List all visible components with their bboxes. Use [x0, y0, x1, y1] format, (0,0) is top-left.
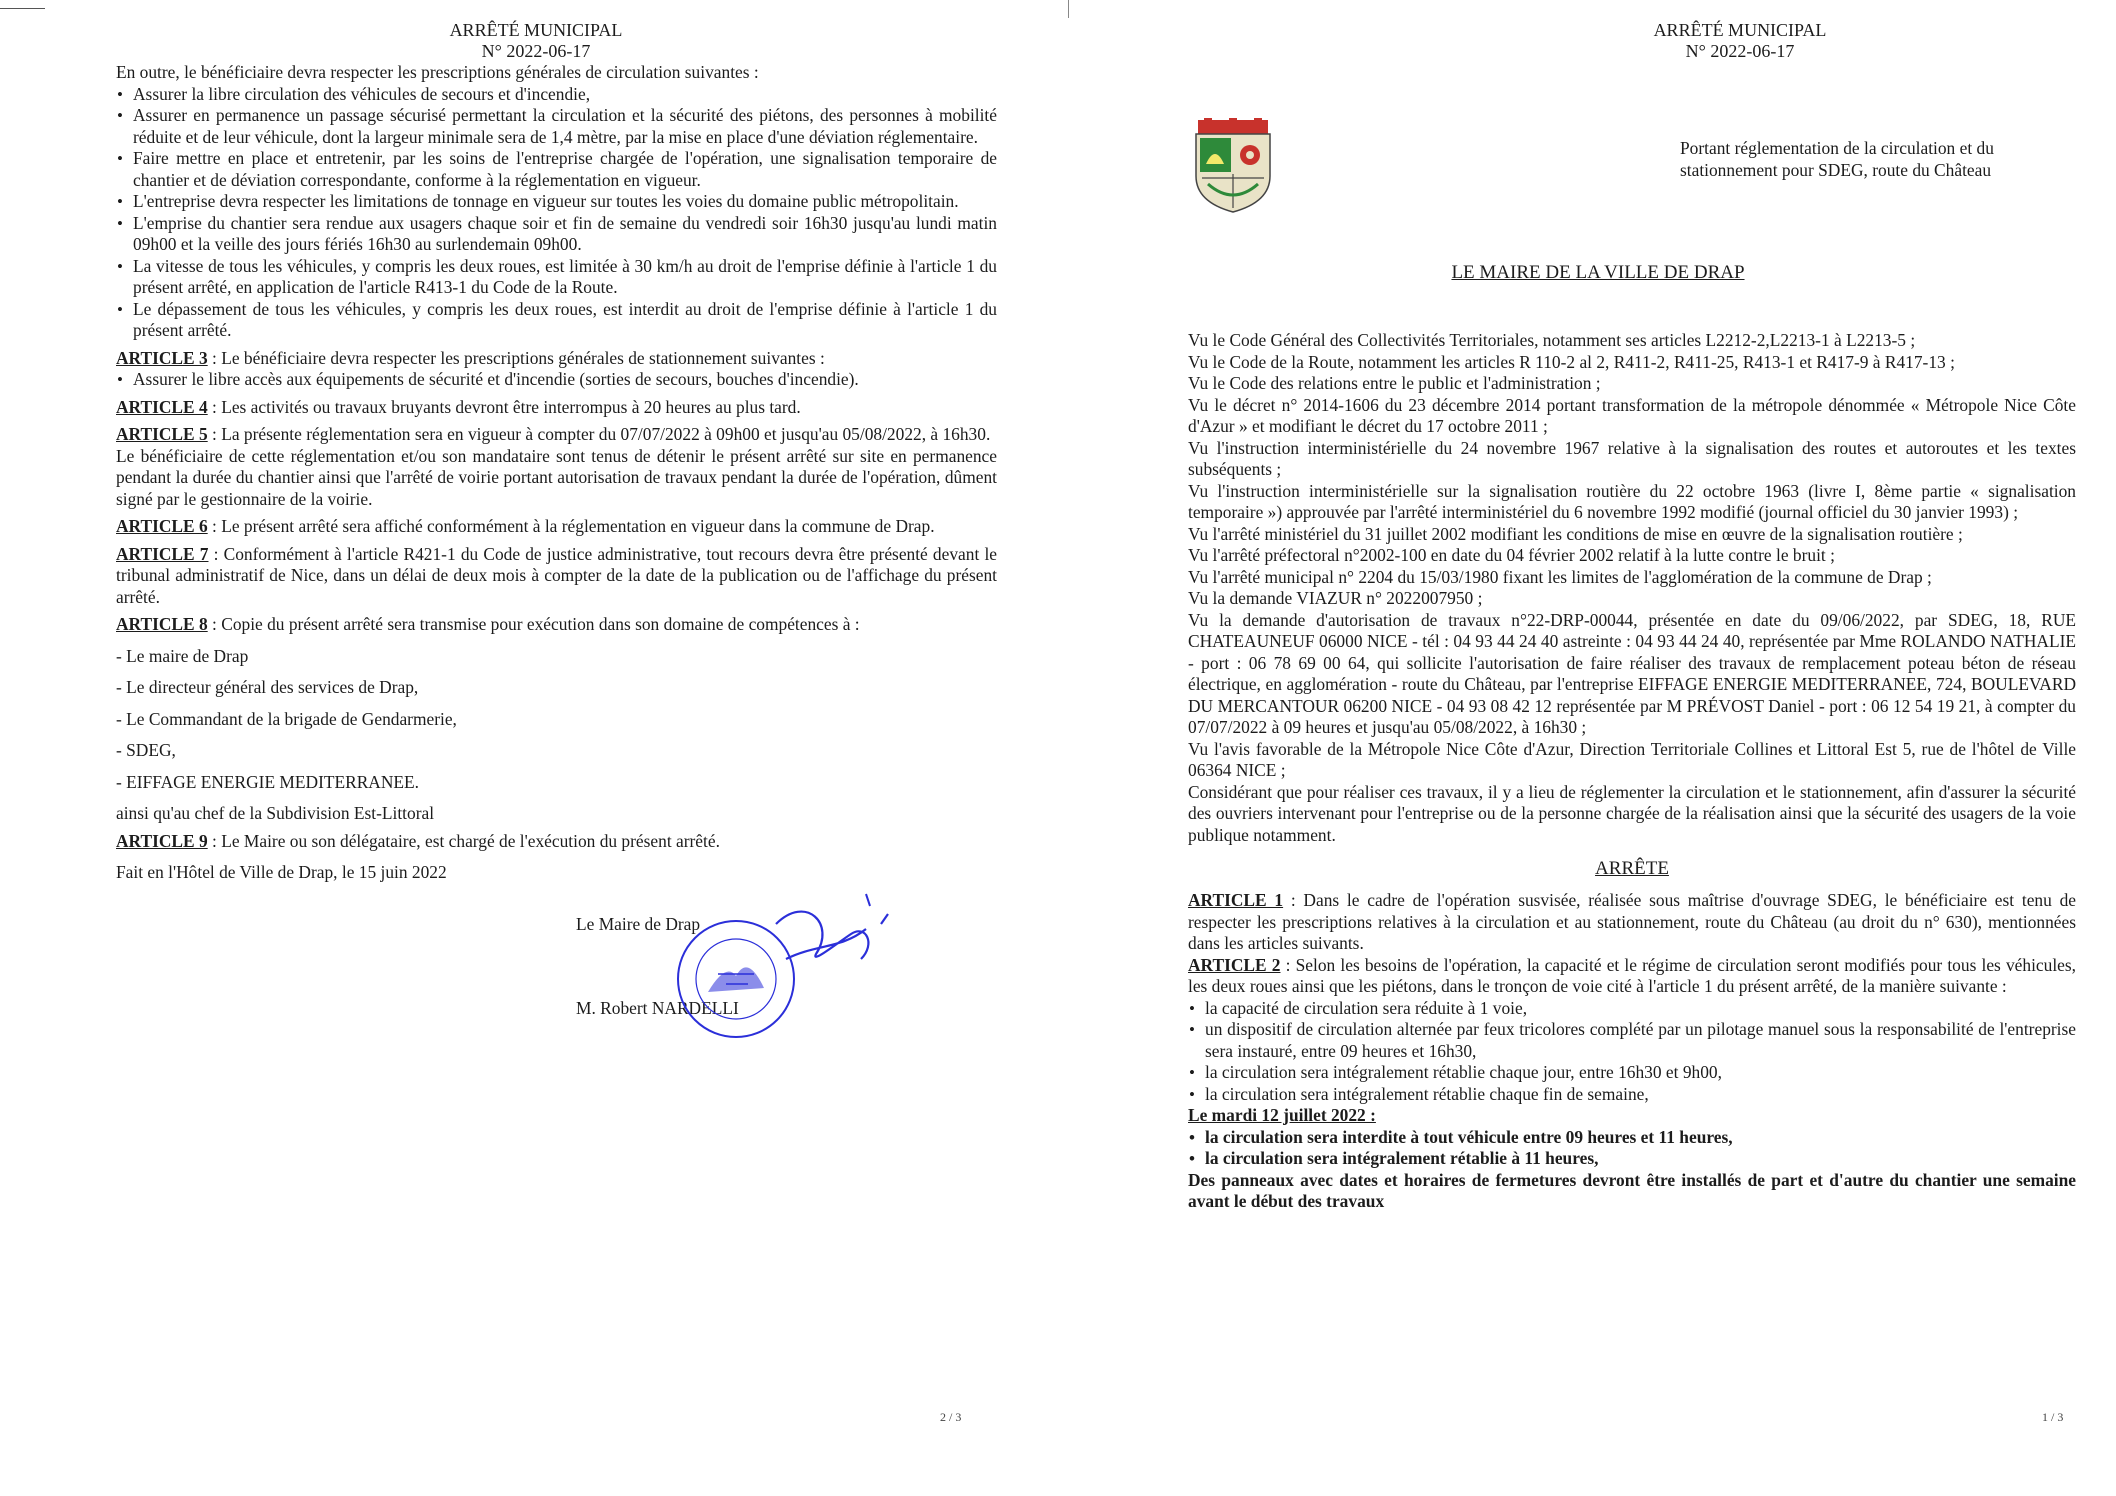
- visa-item: Vu le Code des relations entre le public et l'administration ;: [1188, 373, 1601, 393]
- article-1: [1188, 890, 2076, 955]
- recipient-extra: ainsi qu'au chef de la Subdivision Est-Littoral: [116, 803, 435, 823]
- article-1-label: ARTICLE 1: [1188, 890, 1284, 910]
- closure-date-heading: Le mardi 12 juillet 2022 :: [1188, 1105, 1376, 1125]
- list-item: • la circulation sera interdite à tout véhicule entre 09 heures et 11 heures,: [1205, 1127, 2076, 1149]
- arrete-heading: ARRÊTE: [1595, 858, 1669, 879]
- list-item: • la circulation sera intégralement rétablie chaque jour, entre 16h30 et 9h00,: [1205, 1062, 2076, 1084]
- signage-notice: Des panneaux avec dates et horaires de fermetures devront être installés de part et d'autre du chantier une semaine avant le début des travaux: [1188, 1169, 2076, 1211]
- article-6-label: ARTICLE 6: [116, 516, 208, 536]
- legal-basis-section: [1188, 330, 2076, 1213]
- article-3-text: : Le bénéficiaire devra respecter les prescriptions générales de stationnement suivantes :: [207, 347, 825, 368]
- page2-header-title: ARRÊTÉ MUNICIPAL: [449, 20, 623, 40]
- visa-item: Vu le Code Général des Collectivités Territoriales, notamment ses articles L2212-2,L2213-1 à L2213-5 ;: [1188, 330, 1916, 350]
- article-4-label: ARTICLE 4: [116, 396, 208, 417]
- page-number: 2 / 3: [940, 1410, 962, 1424]
- article-3-label: ARTICLE 3: [116, 347, 208, 368]
- recipient-item: - Le directeur général des services de Drap,: [116, 677, 419, 697]
- article-2-text: : Selon les besoins de l'opération, la capacité et le régime de circulation seront modifiés pour tous les véhicules, les deux roues ainsi que les piétons, dans le tronçon de voie cité à l'article 1 du présent arrêté, de la manière suivante :: [1188, 954, 2076, 996]
- done-at-line: Fait en l'Hôtel de Ville de Drap, le 15 juin 2022: [116, 862, 447, 882]
- list-item: • Le dépassement de tous les véhicules, y compris les deux roues, est interdit au droit de l'emprise définie à l'article 1 du présent arrêté.: [133, 299, 997, 342]
- visa-item: Vu l'avis favorable de la Métropole Nice Côte d'Azur, Direction Territoriale Collines et Littoral Est 5, rue de l'hôtel de Ville 06364 NICE ;: [1188, 738, 2076, 780]
- page1-header-number: N° 2022-06-17: [1685, 41, 1795, 61]
- circulation-intro: En outre, le bénéficiaire devra respecter les prescriptions générales de circulation suivantes :: [116, 62, 759, 82]
- article-8: [116, 614, 997, 636]
- document-page-1: [1080, 0, 2116, 1496]
- page2-header: [416, 20, 656, 62]
- recipient-item: - SDEG,: [116, 740, 176, 760]
- article-9-label: ARTICLE 9: [116, 830, 208, 851]
- list-item: • la circulation sera intégralement rétablie à 11 heures,: [1205, 1148, 2076, 1170]
- article-7: [116, 544, 997, 609]
- article-9: [116, 831, 997, 853]
- article-9-text: : Le Maire ou son délégataire, est chargé de l'exécution du présent arrêté.: [207, 830, 720, 851]
- visa-item: Vu la demande d'autorisation de travaux n°22-DRP-00044, présentée en date du 09/06/2022, par SDEG, 18, RUE CHATEAUNEUF 06000 NICE - tél : 04 93 44 24 40 astreinte : 04 93 44 24 40, représentée par Mme ROLANDO NATHALIE - port : 06 78 69 00 64, qui sollicite l'autorisation de faire réaliser des travaux de remplacement poteau béton de réseau électrique, en agglomération - route du Château, par l'entreprise EIFFAGE ENERGIE MEDITERRANEE, 724, BOULEVARD DU MERCANTOUR 06200 NICE - 04 93 08 42 12 représentée par M PRÉVOST Daniel - port : 06 12 54 19 21, à compter du 07/07/2022 à 09 heures et jusqu'au 05/08/2022, à 16h30 ;: [1188, 609, 2076, 737]
- article-4-text: : Les activités ou travaux bruyants devront être interrompus à 20 heures au plus tard.: [207, 396, 801, 417]
- signature-block: [116, 884, 997, 1074]
- article-3: [116, 348, 997, 370]
- list-item: • la circulation sera intégralement rétablie chaque fin de semaine,: [1205, 1084, 2076, 1106]
- list-item: • la capacité de circulation sera réduite à 1 voie,: [1205, 998, 2076, 1020]
- closure-list: [1188, 1127, 2076, 1170]
- article-5: [116, 424, 997, 446]
- visa-item: Vu le décret n° 2014-1606 du 23 décembre 2014 portant transformation de la métropole dénommée « Métropole Nice Côte d'Azur » et modifiant le décret du 17 octobre 2011 ;: [1188, 394, 2076, 436]
- article-7-text: : Conformément à l'article R421-1 du Code de justice administrative, tout recours devra être présenté devant le tribunal administratif de Nice, dans un délai de deux mois à compter de la date de la publication ou de l'affichage du présent arrêté.: [116, 543, 997, 607]
- article-6: [116, 516, 997, 538]
- visa-item: Vu le Code de la Route, notamment les articles R 110-2 al 2, R411-2, R411-25, R413-1 et R417-9 à R417-13 ;: [1188, 351, 1955, 372]
- visa-item: Vu l'arrêté ministériel du 31 juillet 2002 modifiant les conditions de mise en œuvre de la signalisation routière ;: [1188, 523, 1963, 544]
- recipient-item: - Le maire de Drap: [116, 645, 249, 666]
- article-2-list: [1188, 998, 2076, 1106]
- article-6-text: : Le présent arrêté sera affiché conformément à la réglementation en vigueur dans la commune de Drap.: [207, 516, 935, 536]
- article-8-label: ARTICLE 8: [116, 614, 208, 634]
- article-4: [116, 397, 997, 419]
- article-2: [1188, 955, 2076, 998]
- page1-header-title: ARRÊTÉ MUNICIPAL: [1653, 20, 1827, 40]
- article-7-label: ARTICLE 7: [116, 543, 209, 564]
- visa-item: Vu l'instruction interministérielle sur la signalisation routière du 22 octobre 1963 (livre I, 8ème partie « signalisation temporaire ») approuvée par l'arrêté interministériel du 6 novembre 1992 modifié (journal officiel du 30 janvier 1993) ;: [1188, 480, 2076, 522]
- list-item: • La vitesse de tous les véhicules, y compris les deux roues, est limitée à 30 km/h au droit de l'emprise définie à l'article 1 du présent arrêté, en application de l'article R413-1 du Code de la Route.: [133, 256, 997, 299]
- page2-header-number: N° 2022-06-17: [481, 41, 591, 61]
- recipient-item: - Le Commandant de la brigade de Gendarmerie,: [116, 708, 457, 729]
- considering-paragraph: Considérant que pour réaliser ces travaux, il y a lieu de réglementer la circulation et le stationnement, afin d'assurer la sécurité des ouvriers intervenant pour l'entreprise ou de la personne chargée de la réalisation ainsi que la sécurité des usagers de la voie publique notamment.: [1188, 781, 2076, 845]
- mayor-heading: LE MAIRE DE LA VILLE DE DRAP: [1451, 262, 1745, 283]
- visa-item: Vu la demande VIAZUR n° 2022007950 ;: [1188, 588, 1483, 608]
- article-8-text: : Copie du présent arrêté sera transmise pour exécution dans son domaine de compétences à :: [207, 614, 860, 634]
- article-5-label: ARTICLE 5: [116, 424, 208, 444]
- list-item: • Faire mettre en place et entretenir, par les soins de l'entreprise chargée de l'opération, une signalisation temporaire de chantier et de déviation correspondante, conforme à la réglementation en vigueur.: [133, 148, 997, 191]
- circulation-prescriptions-list: [116, 84, 997, 342]
- mayor-name: M. Robert NARDELLI: [576, 997, 739, 1018]
- mayor-title: Le Maire de Drap: [576, 913, 701, 934]
- list-item: • un dispositif de circulation alternée par feux tricolores complété par un pilotage manuel sous la responsabilité de l'entreprise sera instauré, entre 09 heures et 16h30,: [1205, 1019, 2076, 1062]
- visa-item: Vu l'arrêté municipal n° 2204 du 15/03/1980 fixant les limites de l'agglomération de la commune de Drap ;: [1188, 566, 1932, 587]
- list-item: • Assurer le libre accès aux équipements de sécurité et d'incendie (sorties de secours, bouches d'incendie).: [133, 369, 997, 391]
- parking-prescriptions-list: [116, 369, 997, 391]
- list-item: • L'emprise du chantier sera rendue aux usagers chaque soir et fin de semaine du vendredi soir 16h30 jusqu'au lundi matin 09h00 et la veille des jours fériés 16h30 au surlendemain 09h00.: [133, 213, 997, 256]
- visa-item: Vu l'arrêté préfectoral n°2002-100 en date du 04 février 2002 relatif à la lutte contre le bruit ;: [1188, 545, 1835, 565]
- town-hall-stamp: [636, 884, 936, 1074]
- list-item: • Assurer en permanence un passage sécurisé permettant la circulation et la sécurité des piétons, des personnes à mobilité réduite et de leur véhicule, dont la largeur minimale sera de 1,4 mètre, par la mise en place d'une déviation réglementaire.: [133, 105, 997, 148]
- page1-header: [1620, 20, 1860, 62]
- article-1-text: : Dans le cadre de l'opération susvisée, réalisée sous maîtrise d'ouvrage SDEG, le bénéficiaire est tenu de respecter les prescriptions relatives à la circulation et au stationnement, route du Château (au droit du n° 630), mentionnées dans les articles suivants.: [1188, 890, 2076, 953]
- list-item: • L'entreprise devra respecter les limitations de tonnage en vigueur sur toutes les voies du domaine public métropolitain.: [133, 191, 997, 213]
- article-2-label: ARTICLE 2: [1188, 954, 1281, 975]
- recipient-item: - EIFFAGE ENERGIE MEDITERRANEE.: [116, 771, 420, 792]
- drap-coat-of-arms-icon: [1188, 118, 1278, 214]
- article-5-text: : La présente réglementation sera en vigueur à compter du 07/07/2022 à 09h00 et jusqu'au 05/08/2022, à 16h30.: [207, 424, 991, 444]
- list-item: • Assurer la libre circulation des véhicules de secours et d'incendie,: [133, 84, 997, 106]
- visa-item: Vu l'instruction interministérielle du 24 novembre 1967 relative à la signalisation des routes et autoroutes et les textes subséquents ;: [1188, 437, 2076, 479]
- page-number: 1 / 3: [2042, 1410, 2064, 1424]
- decree-subject: Portant réglementation de la circulation et du stationnement pour SDEG, route du Château: [1680, 138, 1994, 180]
- article-5-paragraph: Le bénéficiaire de cette réglementation et/ou son mandataire sont tenus de détenir le présent arrêté sur site en permanence pendant la durée du chantier ainsi que l'arrêté de voirie portant autorisation de travaux pendant la durée de l'opération, dûment signé par le gestionnaire de la voirie.: [116, 445, 997, 509]
